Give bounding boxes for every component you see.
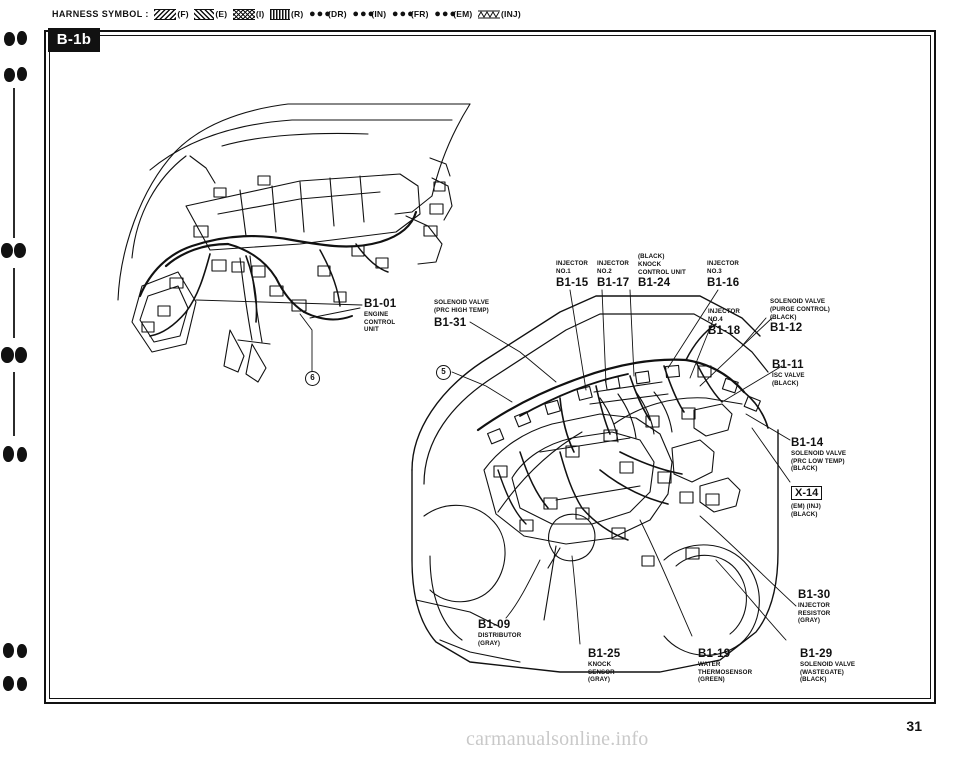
binder-hole xyxy=(3,446,14,462)
callout-x-14 xyxy=(791,483,822,518)
callout-b1-30 xyxy=(798,589,830,625)
callout-desc: INJECTOR NO.4 xyxy=(708,308,740,323)
binder-hole xyxy=(15,347,27,363)
scan-artifact-line xyxy=(13,88,15,238)
binder-hole xyxy=(14,243,26,258)
callout-b1-11 xyxy=(772,359,805,387)
callout-desc: SOLENOID VALVE (PURGE CONTROL) (BLACK) xyxy=(770,298,830,321)
callout-code: B1-31 xyxy=(434,316,467,329)
binder-hole xyxy=(3,643,14,658)
hatch-band-reverse-icon xyxy=(194,9,214,20)
harness-symbol-legend xyxy=(52,9,932,25)
binder-hole xyxy=(17,447,27,462)
callout-code: B1-15 xyxy=(556,276,589,289)
crosshatch-band-icon xyxy=(233,9,255,20)
callout-code: B1-11 xyxy=(772,359,804,371)
callout-code: B1-18 xyxy=(708,324,741,337)
callout-code: B1-30 xyxy=(798,589,831,601)
callout-desc: INJECTOR NO.3 xyxy=(707,260,739,275)
callout-code: B1-19 xyxy=(698,648,731,660)
binder-hole xyxy=(4,32,15,46)
callout-desc: (BLACK) KNOCK CONTROL UNIT xyxy=(638,253,686,276)
callout-desc: KNOCK SENSOR (GRAY) xyxy=(588,660,615,684)
callout-desc: ENGINE CONTROL UNIT xyxy=(364,310,396,334)
symbol-label-in: (IN) xyxy=(371,9,387,19)
triple-dot-icon: ●●● xyxy=(391,8,415,21)
hatch-band-icon xyxy=(154,9,176,20)
callout-b1-16 xyxy=(707,260,739,289)
callout-desc: INJECTOR RESISTOR (GRAY) xyxy=(798,601,831,625)
scan-artifact-line xyxy=(13,372,15,436)
symbol-label-f: (F) xyxy=(177,9,189,19)
watermark: carmanualsonline.info xyxy=(466,728,649,750)
callout-b1-09 xyxy=(478,619,521,647)
callout-b1-01 xyxy=(364,298,396,334)
callout-desc: INJECTOR NO.2 xyxy=(597,260,629,275)
callout-b1-14 xyxy=(791,437,846,473)
callout-code: B1-14 xyxy=(791,437,824,449)
triple-dot-icon: ●●● xyxy=(434,8,458,21)
symbol-label-dr: (DR) xyxy=(328,9,347,19)
symbol-label-r: (R) xyxy=(291,9,304,19)
symbol-label-i: (I) xyxy=(255,9,265,19)
callout-code: B1-16 xyxy=(707,276,740,289)
callout-code: B1-12 xyxy=(770,322,803,335)
callout-b1-24 xyxy=(638,253,686,290)
callout-desc: SOLENOID VALVE (PRC HIGH TEMP) xyxy=(434,299,490,314)
callout-desc: WATER THERMOSENSOR (GREEN) xyxy=(698,660,753,684)
callout-desc: (EM) (INJ) (BLACK) xyxy=(791,502,821,518)
symbol-label-inj: (INJ) xyxy=(500,9,521,19)
section-badge: B-1b xyxy=(48,28,100,52)
callout-code: B1-25 xyxy=(588,648,621,660)
triple-dot-icon: ●●● xyxy=(309,8,332,21)
symbol-label-e: (E) xyxy=(215,9,228,19)
callout-code-boxed: X-14 xyxy=(791,486,822,500)
scan-artifact-line xyxy=(13,268,15,338)
harness-symbol-title: HARNESS SYMBOL : xyxy=(52,9,149,19)
callout-code: B1-29 xyxy=(800,648,833,660)
index-marker-5: 5 xyxy=(436,365,451,380)
binder-hole xyxy=(3,676,14,691)
index-marker-6: 6 xyxy=(305,371,320,386)
callout-b1-12 xyxy=(770,298,830,335)
triple-dot-icon: ●●● xyxy=(352,8,376,21)
callout-b1-19 xyxy=(698,648,752,684)
binder-hole xyxy=(1,243,13,258)
callout-b1-31 xyxy=(434,299,489,329)
callout-code: B1-09 xyxy=(478,619,511,631)
binder-hole xyxy=(17,31,27,45)
wave-band-icon xyxy=(478,10,500,19)
callout-code: B1-01 xyxy=(364,298,397,310)
symbol-label-fr: (FR) xyxy=(410,9,429,19)
callout-desc: SOLENOID VALVE (WASTEGATE) (BLACK) xyxy=(800,660,856,684)
callout-b1-18 xyxy=(708,308,740,337)
callout-code: B1-24 xyxy=(638,277,671,290)
callout-b1-17 xyxy=(597,260,629,289)
symbol-label-em: (EM) xyxy=(453,9,473,19)
callout-desc: INJECTOR NO.1 xyxy=(556,260,588,275)
vertical-bars-band-icon xyxy=(270,9,290,20)
binder-hole xyxy=(17,644,27,658)
callout-b1-29 xyxy=(800,648,855,684)
binder-hole xyxy=(4,68,15,82)
binder-hole xyxy=(1,347,14,363)
binder-hole xyxy=(17,67,27,81)
page-number: 31 xyxy=(906,718,922,734)
callout-b1-15 xyxy=(556,260,588,289)
binder-hole-strip xyxy=(0,0,36,715)
callout-desc: ISC VALVE (BLACK) xyxy=(772,371,805,387)
callout-code: B1-17 xyxy=(597,276,630,289)
binder-hole xyxy=(17,677,27,691)
callout-desc: SOLENOID VALVE (PRC LOW TEMP) (BLACK) xyxy=(791,449,847,473)
callout-desc: DISTRIBUTOR (GRAY) xyxy=(478,631,522,647)
callout-b1-25 xyxy=(588,648,620,684)
